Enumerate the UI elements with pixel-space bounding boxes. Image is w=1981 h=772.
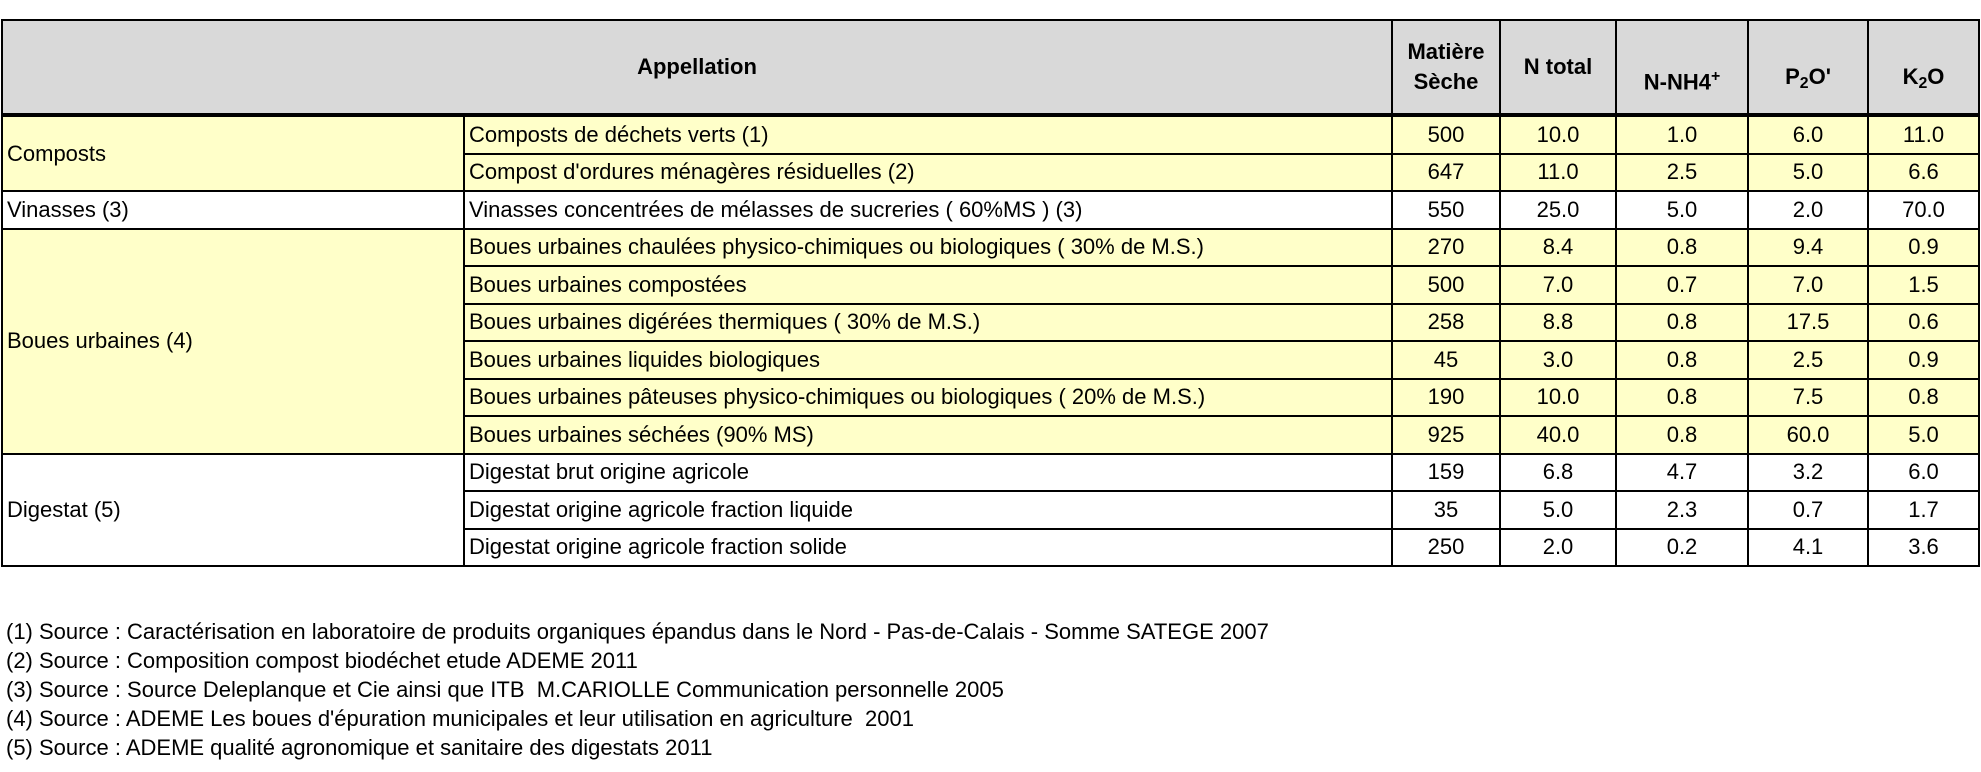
row-label: Digestat brut origine agricole xyxy=(464,454,1392,492)
header-appellation: Appellation xyxy=(2,20,1392,115)
cell-n-nh4: 2.3 xyxy=(1616,491,1748,529)
cell-n-nh4: 0.8 xyxy=(1616,416,1748,454)
cell-matiere-seche: 258 xyxy=(1392,304,1500,342)
cell-p2o: 7.0 xyxy=(1748,266,1868,304)
header-p2o xyxy=(1748,20,1868,115)
row-label: Vinasses concentrées de mélasses de sucreries ( 60%MS ) (3) xyxy=(464,191,1392,229)
cell-n-total: 7.0 xyxy=(1500,266,1616,304)
cell-k2o: 6.6 xyxy=(1868,154,1979,192)
header-row xyxy=(2,20,1979,115)
row-label: Boues urbaines digérées thermiques ( 30% de M.S.) xyxy=(464,304,1392,342)
cell-matiere-seche: 647 xyxy=(1392,154,1500,192)
row-label: Boues urbaines compostées xyxy=(464,266,1392,304)
row-label: Compost d'ordures ménagères résiduelles (2) xyxy=(464,154,1392,192)
cell-n-nh4: 5.0 xyxy=(1616,191,1748,229)
cell-k2o: 5.0 xyxy=(1868,416,1979,454)
source-note: (3) Source : Source Deleplanque et Cie ainsi que ITB M.CARIOLLE Communication personnelle 2005 xyxy=(6,677,1004,702)
table-body xyxy=(2,115,1979,566)
cell-k2o: 0.8 xyxy=(1868,379,1979,417)
header-n-nh4 xyxy=(1616,20,1748,115)
cell-n-nh4: 0.8 xyxy=(1616,304,1748,342)
cell-p2o: 9.4 xyxy=(1748,229,1868,267)
cell-n-total: 8.4 xyxy=(1500,229,1616,267)
cell-n-nh4: 4.7 xyxy=(1616,454,1748,492)
group-label: Digestat (5) xyxy=(2,454,464,567)
header-n-nh4-base: N-NH4 xyxy=(1643,69,1711,95)
group-label: Vinasses (3) xyxy=(2,191,464,229)
cell-matiere-seche: 45 xyxy=(1392,341,1500,379)
cell-n-total: 25.0 xyxy=(1500,191,1616,229)
cell-p2o: 17.5 xyxy=(1748,304,1868,342)
cell-p2o: 0.7 xyxy=(1748,491,1868,529)
cell-matiere-seche: 159 xyxy=(1392,454,1500,492)
cell-p2o: 2.5 xyxy=(1748,341,1868,379)
cell-p2o: 5.0 xyxy=(1748,154,1868,192)
header-k2o xyxy=(1868,20,1979,115)
cell-matiere-seche: 35 xyxy=(1392,491,1500,529)
cell-k2o: 70.0 xyxy=(1868,191,1979,229)
cell-n-total: 2.0 xyxy=(1500,529,1616,567)
header-p2o-sub: 2 xyxy=(1799,74,1809,92)
cell-n-total: 5.0 xyxy=(1500,491,1616,529)
cell-p2o: 7.5 xyxy=(1748,379,1868,417)
cell-matiere-seche: 500 xyxy=(1392,266,1500,304)
cell-k2o: 6.0 xyxy=(1868,454,1979,492)
cell-matiere-seche: 550 xyxy=(1392,191,1500,229)
source-note: (1) Source : Caractérisation en laboratoire de produits organiques épandus dans le Nord - Pas-de-Calais - Somme SATEGE 2007 xyxy=(6,619,1269,644)
cell-n-nh4: 0.8 xyxy=(1616,379,1748,417)
cell-k2o: 0.6 xyxy=(1868,304,1979,342)
row-label: Boues urbaines chaulées physico-chimiques ou biologiques ( 30% de M.S.) xyxy=(464,229,1392,267)
cell-n-total: 6.8 xyxy=(1500,454,1616,492)
cell-p2o: 6.0 xyxy=(1748,115,1868,154)
cell-n-total: 10.0 xyxy=(1500,115,1616,154)
row-label: Digestat origine agricole fraction liquide xyxy=(464,491,1392,529)
table-row xyxy=(2,115,1979,154)
cell-matiere-seche: 270 xyxy=(1392,229,1500,267)
cell-matiere-seche: 190 xyxy=(1392,379,1500,417)
header-k2o-sub: 2 xyxy=(1918,74,1928,92)
source-notes xyxy=(6,617,1269,762)
cell-n-total: 11.0 xyxy=(1500,154,1616,192)
table-row xyxy=(2,454,1979,492)
row-label: Boues urbaines liquides biologiques xyxy=(464,341,1392,379)
header-k2o-post: O xyxy=(1927,63,1945,89)
row-label: Composts de déchets verts (1) xyxy=(464,115,1392,154)
table-row xyxy=(2,191,1979,229)
header-matiere-seche-line2: Sèche xyxy=(1413,69,1479,94)
cell-k2o: 1.5 xyxy=(1868,266,1979,304)
row-label: Boues urbaines séchées (90% MS) xyxy=(464,416,1392,454)
cell-n-nh4: 2.5 xyxy=(1616,154,1748,192)
cell-n-total: 8.8 xyxy=(1500,304,1616,342)
cell-n-nh4: 0.8 xyxy=(1616,229,1748,267)
row-label: Boues urbaines pâteuses physico-chimiques ou biologiques ( 20% de M.S.) xyxy=(464,379,1392,417)
header-matiere-seche-line1: Matière xyxy=(1407,39,1485,64)
header-p2o-post: O' xyxy=(1808,63,1831,89)
cell-p2o: 4.1 xyxy=(1748,529,1868,567)
cell-matiere-seche: 925 xyxy=(1392,416,1500,454)
cell-k2o: 0.9 xyxy=(1868,341,1979,379)
cell-n-nh4: 0.2 xyxy=(1616,529,1748,567)
cell-k2o: 1.7 xyxy=(1868,491,1979,529)
composition-table xyxy=(1,19,1980,567)
cell-n-nh4: 0.8 xyxy=(1616,341,1748,379)
group-label: Boues urbaines (4) xyxy=(2,229,464,454)
cell-n-nh4: 0.7 xyxy=(1616,266,1748,304)
cell-matiere-seche: 250 xyxy=(1392,529,1500,567)
header-n-nh4-sup: + xyxy=(1710,68,1721,86)
source-note: (5) Source : ADEME qualité agronomique et sanitaire des digestats 2011 xyxy=(6,735,713,760)
cell-n-nh4: 1.0 xyxy=(1616,115,1748,154)
group-label: Composts xyxy=(2,115,464,191)
cell-p2o: 3.2 xyxy=(1748,454,1868,492)
source-note: (4) Source : ADEME Les boues d'épuration municipales et leur utilisation en agriculture 2001 xyxy=(6,706,914,731)
cell-k2o: 3.6 xyxy=(1868,529,1979,567)
cell-k2o: 0.9 xyxy=(1868,229,1979,267)
cell-p2o: 60.0 xyxy=(1748,416,1868,454)
cell-matiere-seche: 500 xyxy=(1392,115,1500,154)
cell-n-total: 40.0 xyxy=(1500,416,1616,454)
cell-n-total: 10.0 xyxy=(1500,379,1616,417)
cell-k2o: 11.0 xyxy=(1868,115,1979,154)
cell-p2o: 2.0 xyxy=(1748,191,1868,229)
cell-n-total: 3.0 xyxy=(1500,341,1616,379)
row-label: Digestat origine agricole fraction solide xyxy=(464,529,1392,567)
header-matiere-seche xyxy=(1392,20,1500,115)
header-p2o-pre: P xyxy=(1785,63,1800,89)
header-n-total: N total xyxy=(1500,20,1616,115)
source-note: (2) Source : Composition compost biodéchet etude ADEME 2011 xyxy=(6,648,638,673)
header-k2o-pre: K xyxy=(1902,63,1919,89)
table-row xyxy=(2,229,1979,267)
